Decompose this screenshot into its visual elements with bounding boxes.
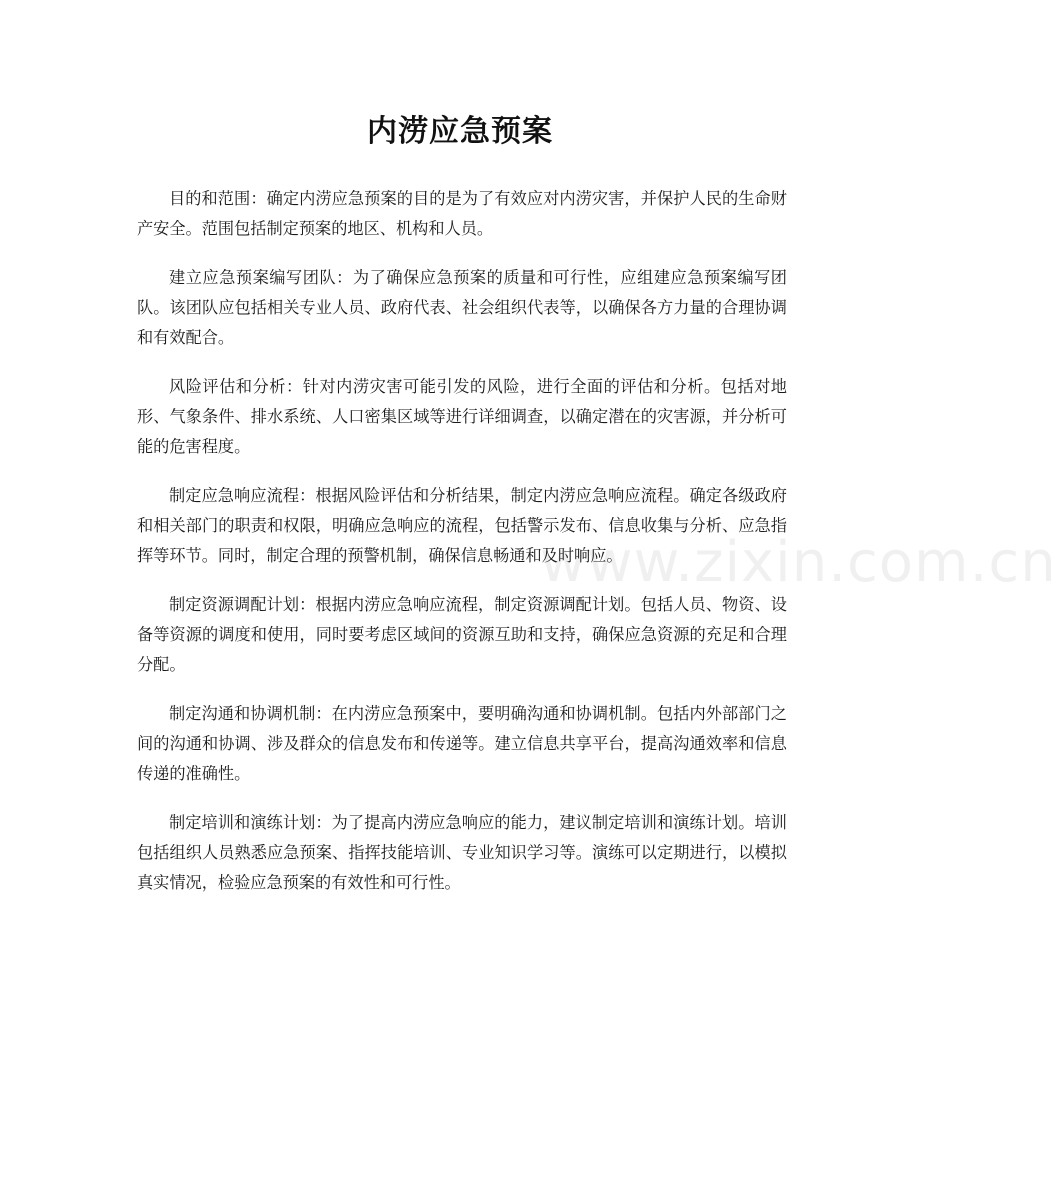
paragraph-risk-assessment: 风险评估和分析：针对内涝灾害可能引发的风险，进行全面的评估和分析。包括对地形、气象条件、排水系统、人口密集区域等进行详细调查，以确定潜在的灾害源，并分析可能的危害程度。 — [137, 377, 787, 456]
paragraph-resource-plan: 制定资源调配计划：根据内涝应急响应流程，制定资源调配计划。包括人员、物资、设备等资源的调度和使用，同时要考虑区域间的资源互助和支持，确保应急资源的充足和合理分配。 — [137, 595, 787, 674]
watermark: www.zixin.com.cn — [540, 530, 1057, 595]
paragraph-communication: 制定沟通和协调机制：在内涝应急预案中，要明确沟通和协调机制。包括内外部部门之间的沟通和协调、涉及群众的信息发布和传递等。建立信息共享平台，提高沟通效率和信息传递的准确性。 — [137, 704, 787, 783]
paragraph-response-process: 制定应急响应流程：根据风险评估和分析结果，制定内涝应急响应流程。确定各级政府和相关部门的职责和权限，明确应急响应的流程，包括警示发布、信息收集与分析、应急指挥等环节。同时，制定合理的预警机制，确保信息畅通和及时响应。 — [137, 486, 787, 565]
paragraph-training-drills: 制定培训和演练计划：为了提高内涝应急响应的能力，建议制定培训和演练计划。培训包括组织人员熟悉应急预案、指挥技能培训、专业知识学习等。演练可以定期进行，以模拟真实情况，检验应急预案的有效性和可行性。 — [137, 813, 787, 892]
paragraph-writing-team: 建立应急预案编写团队：为了确保应急预案的质量和可行性，应组建应急预案编写团队。该团队应包括相关专业人员、政府代表、社会组织代表等，以确保各方力量的合理协调和有效配合。 — [137, 268, 787, 347]
page-title: 内涝应急预案 — [367, 114, 553, 149]
document-body — [137, 184, 787, 917]
paragraph-purpose-scope: 目的和范围：确定内涝应急预案的目的是为了有效应对内涝灾害，并保护人民的生命财产安全。范围包括制定预案的地区、机构和人员。 — [137, 189, 787, 238]
